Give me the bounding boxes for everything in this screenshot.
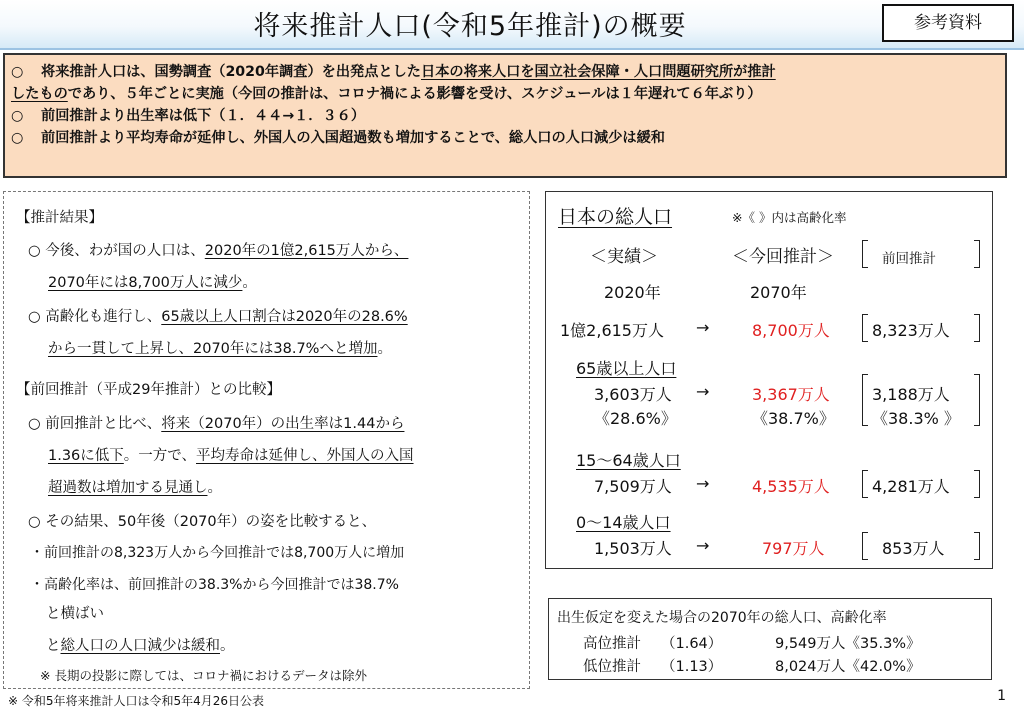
- age65-actual: 3,603万人: [594, 385, 672, 404]
- fertility-scenario-panel: [548, 598, 992, 680]
- bracket-right: [974, 240, 980, 268]
- bracket-right: [974, 314, 980, 342]
- page-title: 将来推計人口(令和5年推計)の概要: [253, 11, 687, 42]
- total-population-panel: [545, 191, 993, 569]
- col-actual: ＜実績＞: [590, 247, 658, 267]
- low-estimate-value: 8,024万人《42.0%》: [775, 659, 921, 675]
- bracket-right: [974, 470, 980, 498]
- total-population-title: 日本の総人口: [558, 206, 673, 228]
- summary-line-4: ○ 前回推計より平均寿命が延伸し、外国人の入国超過数も増加することで、総人口の人口減少は緩和: [11, 127, 999, 149]
- summary-box: [3, 53, 1007, 178]
- reference-label: 参考資料: [882, 4, 1014, 42]
- bullet-icon: ○: [11, 108, 24, 124]
- age65-previous: 3,188万人: [872, 385, 950, 404]
- age65-current: 3,367万人: [752, 385, 830, 404]
- comparison-detail-3: と総人口の人口減少は緩和。: [46, 638, 235, 654]
- bracket-left: [862, 314, 868, 342]
- low-estimate-rate: （1.13）: [661, 659, 723, 675]
- age15-actual: 7,509万人: [594, 477, 672, 496]
- comparison-point-2: ○ その結果、50年後（2070年）の姿を比較すると、: [28, 514, 377, 530]
- low-estimate-label: 低位推計: [583, 659, 641, 675]
- age15-current: 4,535万人: [752, 477, 830, 496]
- total-current: 8,700万人: [752, 321, 830, 340]
- bullet-icon: ○: [28, 309, 41, 325]
- arrow-icon: →: [696, 382, 710, 401]
- results-heading: 【推計結果】: [16, 210, 103, 226]
- arrow-icon: →: [696, 536, 710, 555]
- bracket-left: [862, 240, 868, 268]
- age0-previous: 853万人: [882, 539, 945, 558]
- bullet-icon: ○: [28, 243, 41, 259]
- results-panel: [3, 191, 530, 689]
- page-number: 1: [997, 688, 1006, 704]
- summary-line-3: ○ 前回推計より出生率は低下（１．４４→１．３６）: [11, 105, 999, 127]
- bullet-icon: ○: [11, 130, 24, 146]
- col-current: ＜今回推計＞: [732, 247, 834, 267]
- footnote: ※ 令和5年将来推計人口は令和5年4月26日公表: [8, 694, 265, 708]
- summary-line-2: したものであり、５年ごとに実施（今回の推計は、コロナ禍による影響を受け、スケジュールは１年遅れて６年ぶり）: [11, 86, 762, 102]
- fertility-title: 出生仮定を変えた場合の2070年の総人口、高齢化率: [557, 610, 887, 626]
- results-point-2: ○ 高齢化も進行し、65歳以上人口割合は2020年の28.6%: [28, 309, 408, 325]
- comparison-detail-1: ・前回推計の8,323万人から今回推計では8,700万人に増加: [30, 545, 405, 561]
- summary-line-1: ○ 将来推計人口は、国勢調査（2020年調査）を出発点とした日本の将来人口を国立社会保障・人口問題研究所が推計: [11, 61, 999, 83]
- bracket-left: [862, 532, 868, 560]
- results-point-1: ○ 今後、わが国の人口は、2020年の1億2,615万人から、: [28, 243, 409, 259]
- age15-label: 15～64歳人口: [576, 451, 681, 470]
- comparison-note: ※ 長期の投影に際しては、コロナ禍におけるデータは除外: [40, 668, 367, 683]
- comparison-point-1-cont2: 超過数は増加する見通し。: [48, 480, 222, 496]
- age65-label: 65歳以上人口: [576, 359, 677, 378]
- aging-rate-note: ※《 》内は高齢化率: [732, 210, 847, 225]
- high-estimate-rate: （1.64）: [661, 636, 723, 652]
- year-2070: 2070年: [750, 283, 807, 302]
- col-previous: 前回推計: [882, 251, 936, 267]
- comparison-heading: 【前回推計（平成29年推計）との比較】: [16, 382, 281, 398]
- total-previous: 8,323万人: [872, 321, 950, 340]
- arrow-icon: →: [696, 474, 710, 493]
- comparison-detail-2-cont: と横ばい: [46, 606, 104, 622]
- bracket-left: [862, 470, 868, 498]
- high-estimate-value: 9,549万人《35.3%》: [775, 636, 921, 652]
- age0-actual: 1,503万人: [594, 539, 672, 558]
- comparison-point-1: ○ 前回推計と比べ、将来（2070年）の出生率は1.44から: [28, 416, 405, 432]
- age0-current: 797万人: [762, 539, 825, 558]
- age65-current-rate: 《38.7%》: [752, 409, 835, 428]
- title-bar: [0, 0, 1024, 50]
- bracket-right: [974, 532, 980, 560]
- arrow-icon: →: [696, 318, 710, 337]
- results-point-2-cont: から一貫して上昇し、2070年には38.7%へと増加。: [48, 341, 392, 357]
- comparison-detail-2: ・高齢化率は、前回推計の38.3%から今回推計では38.7%: [30, 577, 399, 593]
- year-2020: 2020年: [604, 283, 661, 302]
- age0-label: 0～14歳人口: [576, 513, 671, 532]
- bracket-right: [974, 374, 980, 426]
- bracket-left: [862, 374, 868, 426]
- high-estimate-label: 高位推計: [583, 636, 641, 652]
- age65-actual-rate: 《28.6%》: [594, 409, 677, 428]
- bullet-icon: ○: [28, 514, 41, 530]
- bullet-icon: ○: [11, 64, 24, 80]
- results-point-1-cont: 2070年には8,700万人に減少。: [48, 275, 257, 291]
- total-actual: 1億2,615万人: [560, 321, 664, 340]
- comparison-point-1-cont: 1.36に低下。一方で、平均寿命は延伸し、外国人の入国: [48, 448, 414, 464]
- bullet-icon: ○: [28, 416, 41, 432]
- age15-previous: 4,281万人: [872, 477, 950, 496]
- age65-previous-rate: 《38.3% 》: [872, 409, 960, 428]
